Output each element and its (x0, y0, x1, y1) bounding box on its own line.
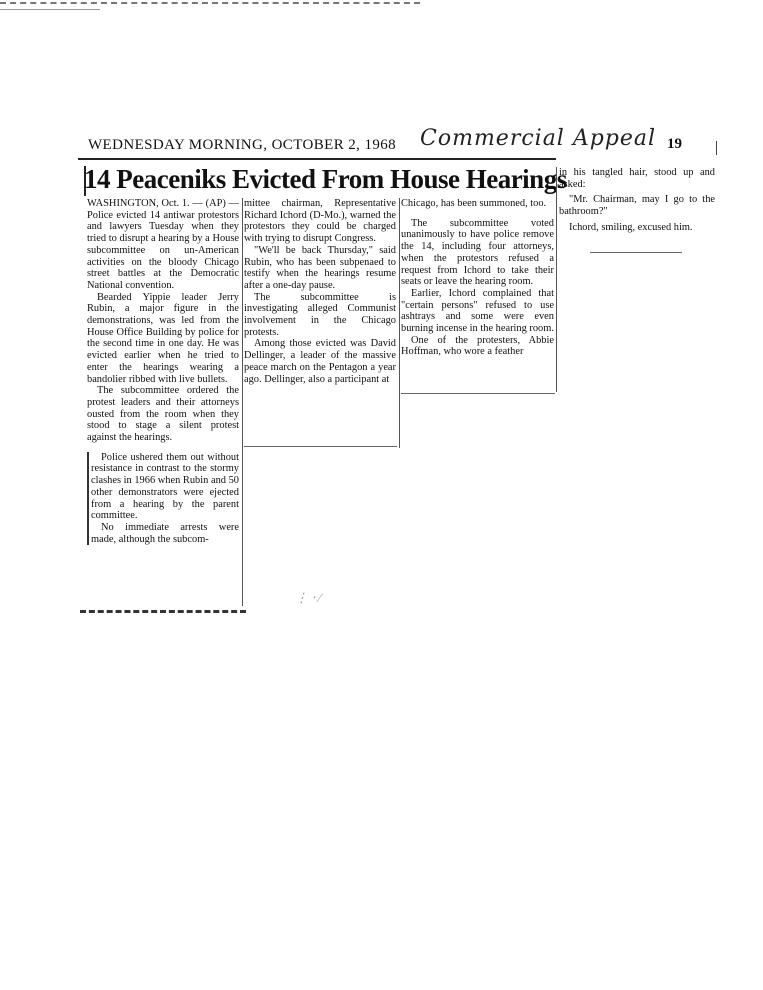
paragraph: One of the protesters, Abbie Hoffman, who wore a feather (401, 334, 554, 358)
clipping-edge (80, 610, 246, 613)
dateline: WEDNESDAY MORNING, OCTOBER 2, 1968 (88, 137, 397, 153)
headline: 14 Peaceniks Evicted From House Hearings (84, 164, 567, 194)
article-column-1 (87, 198, 239, 545)
column-rule (242, 198, 243, 606)
paragraph: Bearded Yippie leader Jerry Rubin, a major figure in the demonstrations, was led from the House Office Building by police for the second time in one day. He was evicted earlier when he tried to enter the hearings wearing a bandolier ribbed with live bullets. (87, 291, 239, 385)
scan-artifact-top-line (0, 9, 100, 10)
scan-mark (716, 141, 717, 155)
paragraph: mittee chairman, Representative Richard Ichord (D-Mo.), warned the protestors they could be charged with trying to disrupt Congress. (244, 198, 396, 245)
column-end-rule (401, 393, 555, 394)
paragraph: Among those evicted was David Dellinger, a leader of the massive peace march on the Pentagon a year ago. Dellinger, also a participant at (244, 338, 396, 385)
paragraph: "We'll be back Thursday," said Rubin, who has been subpenaed to testify when the hearings resume after a one-day pause. (244, 244, 396, 291)
page-number: 19 (667, 136, 682, 152)
paragraph: Earlier, Ichord complained that "certain persons" refused to use ashtrays and some were even burning incense in the hearing room. (401, 287, 554, 335)
header-rule (78, 158, 556, 160)
article-column-2 (244, 198, 396, 385)
paragraph: in his tangled hair, stood up and asked: (559, 167, 715, 190)
column-rule (399, 198, 400, 448)
column-end-rule (244, 446, 397, 447)
paragraph: No immediate arrests were made, although the subcom- (87, 522, 239, 545)
handwritten-paper-name: Commercial Appeal (420, 126, 657, 151)
paragraph: The subcommittee ordered the protest leaders and their attorneys ousted from the room when they stood to stage a silent protest against the hearings. (87, 385, 239, 444)
paragraph: Police ushered them out without resistance in contrast to the stormy clashes in 1966 when Rubin and 50 other demonstrators were ejected from a hearing by the parent committee. (87, 452, 239, 522)
paragraph: The subcommittee voted unanimously to have police remove the 14, including four attorneys, when the protestors refused a request from Ichord to take their seats or leave the hearing room. (401, 217, 554, 288)
page-header (84, 126, 724, 160)
paragraph: The subcommittee is investigating alleged Communist involvement in the Chicago protests. (244, 291, 396, 338)
scan-artifact-top (0, 2, 420, 4)
paragraph: Ichord, smiling, excused him. (569, 221, 693, 233)
scan-smudge: ⋮ ‧ ∕ (295, 590, 321, 605)
article-end-rule (590, 252, 682, 253)
paragraph: WASHINGTON, Oct. 1. — (AP) — Police evicted 14 antiwar protestors and lawyers Tuesday when they tried to disrupt a hearing by a House subcommittee on un-American activities on the bloody Chicago street battles at the Democratic National convention. (87, 198, 239, 291)
paragraph: "Mr. Chairman, may I go to the bathroom?" (559, 194, 715, 218)
paragraph: Chicago, has been summoned, too. (401, 198, 547, 209)
article-column-4 (559, 167, 715, 234)
article-column-3 (401, 198, 554, 358)
column-rule (556, 167, 557, 392)
